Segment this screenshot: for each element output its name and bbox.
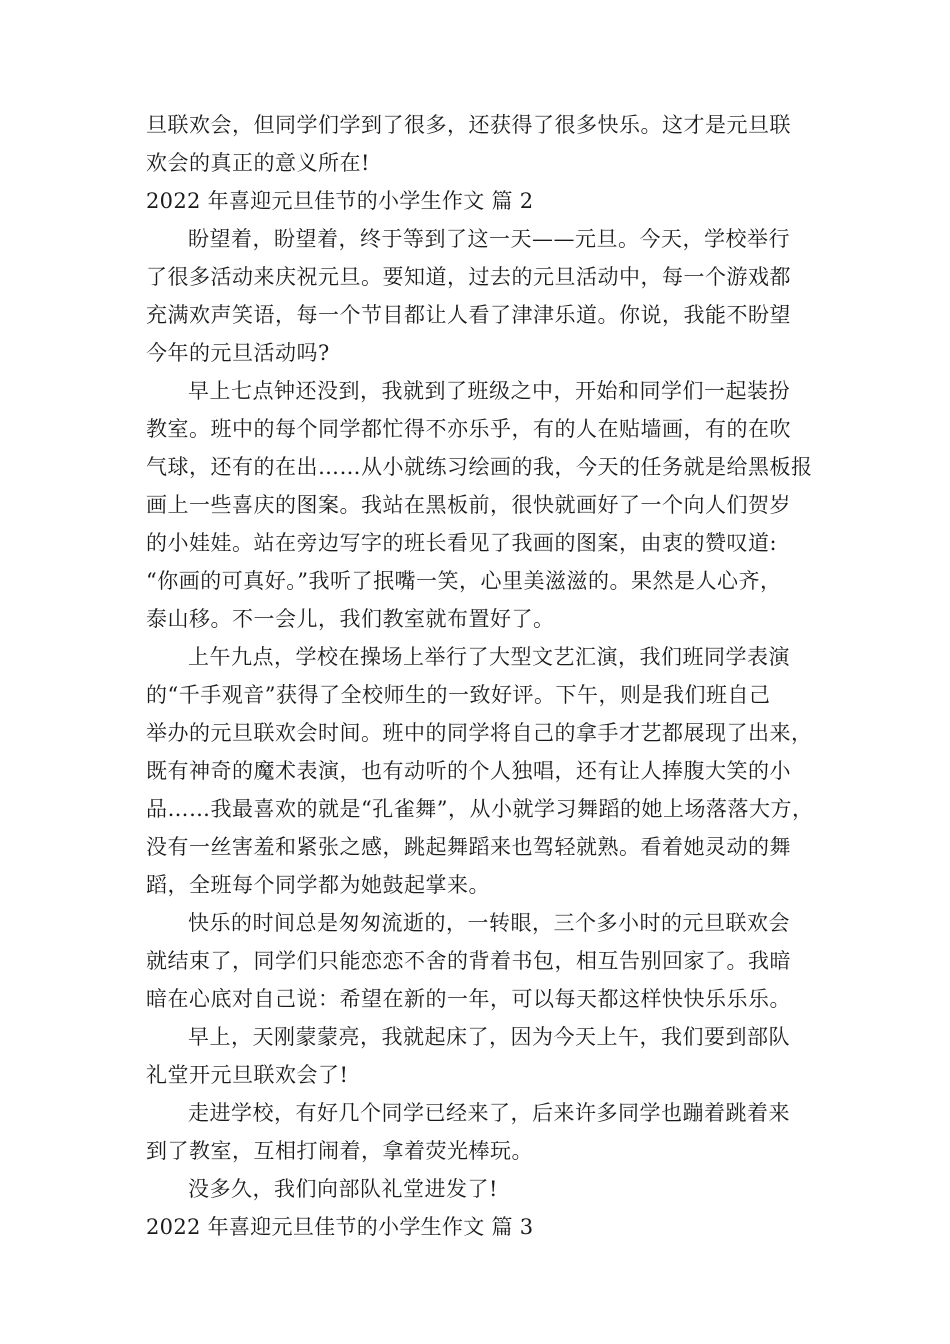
paragraph-first-line: 快乐的时间总是匆匆流逝的，一转眼，三个多小时的元旦联欢会 xyxy=(188,911,790,935)
body-text-line: 举办的元旦联欢会时间。班中的同学将自己的拿手才艺都展现了出来， xyxy=(146,721,813,745)
body-text-line: 旦联欢会，但同学们学到了很多，还获得了很多快乐。这才是元旦联 xyxy=(146,113,791,137)
body-text-line: “你画的可真好。”我听了抿嘴一笑，心里美滋滋的。果然是人心齐， xyxy=(146,569,782,593)
body-text-line: 的小娃娃。站在旁边写字的班长看见了我画的图案，由衷的赞叹道: xyxy=(146,531,778,555)
paragraph-first-line: 走进学校，有好几个同学已经来了，后来许多同学也蹦着跳着来 xyxy=(188,1101,790,1125)
body-text-line: 暗在心底对自己说：希望在新的一年，可以每天都这样快快乐乐乐。 xyxy=(146,987,791,1011)
body-text-line: 泰山移。不一会儿，我们教室就布置好了。 xyxy=(146,607,555,631)
body-text-line: 既有神奇的魔术表演，也有动听的个人独唱，还有让人捧腹大笑的小 xyxy=(146,759,791,783)
body-text-line: 画上一些喜庆的图案。我站在黑板前，很快就画好了一个向人们贺岁 xyxy=(146,493,791,517)
body-text-line: 的“千手观音”获得了全校师生的一致好评。下午，则是我们班自己 xyxy=(146,683,771,707)
paragraph-first-line: 早上，天刚蒙蒙亮，我就起床了，因为今天上午，我们要到部队 xyxy=(188,1025,790,1049)
body-text-line: 品……我最喜欢的就是“孔雀舞”，从小就学习舞蹈的她上场落落大方， xyxy=(146,797,814,821)
body-text-line: 没有一丝害羞和紧张之感，跳起舞蹈来也驾轻就熟。看着她灵动的舞 xyxy=(146,835,791,859)
paragraph-first-line: 早上七点钟还没到，我就到了班级之中，开始和同学们一起装扮 xyxy=(188,379,790,403)
body-text-line: 礼堂开元旦联欢会了! xyxy=(146,1063,349,1087)
body-text-line: 到了教室，互相打闹着，拿着荧光棒玩。 xyxy=(146,1139,533,1163)
body-text-line: 蹈，全班每个同学都为她鼓起掌来。 xyxy=(146,873,490,897)
body-text-line: 教室。班中的每个同学都忙得不亦乐乎，有的人在贴墙画，有的在吹 xyxy=(146,417,791,441)
body-text-line: 了很多活动来庆祝元旦。要知道，过去的元旦活动中，每一个游戏都 xyxy=(146,265,791,289)
body-text-line: 气球，还有的在出……从小就练习绘画的我，今天的任务就是给黑板报 xyxy=(146,455,813,479)
paragraph-first-line: 盼望着，盼望着，终于等到了这一天——元旦。今天，学校举行 xyxy=(188,227,790,251)
body-text-line: 充满欢声笑语，每一个节目都让人看了津津乐道。你说，我能不盼望 xyxy=(146,303,791,327)
paragraph-first-line: 没多久，我们向部队礼堂进发了! xyxy=(188,1177,498,1201)
paragraph-first-line: 上午九点，学校在操场上举行了大型文艺汇演，我们班同学表演 xyxy=(188,645,790,669)
body-text-line: 今年的元旦活动吗? xyxy=(146,341,330,365)
body-text-line: 欢会的真正的意义所在! xyxy=(146,151,370,175)
body-text-line: 就结束了，同学们只能恋恋不舍的背着书包，相互告别回家了。我暗 xyxy=(146,949,791,973)
section-heading: 2022 年喜迎元旦佳节的小学生作文 篇 2 xyxy=(146,189,534,213)
section-heading: 2022 年喜迎元旦佳节的小学生作文 篇 3 xyxy=(146,1215,534,1239)
